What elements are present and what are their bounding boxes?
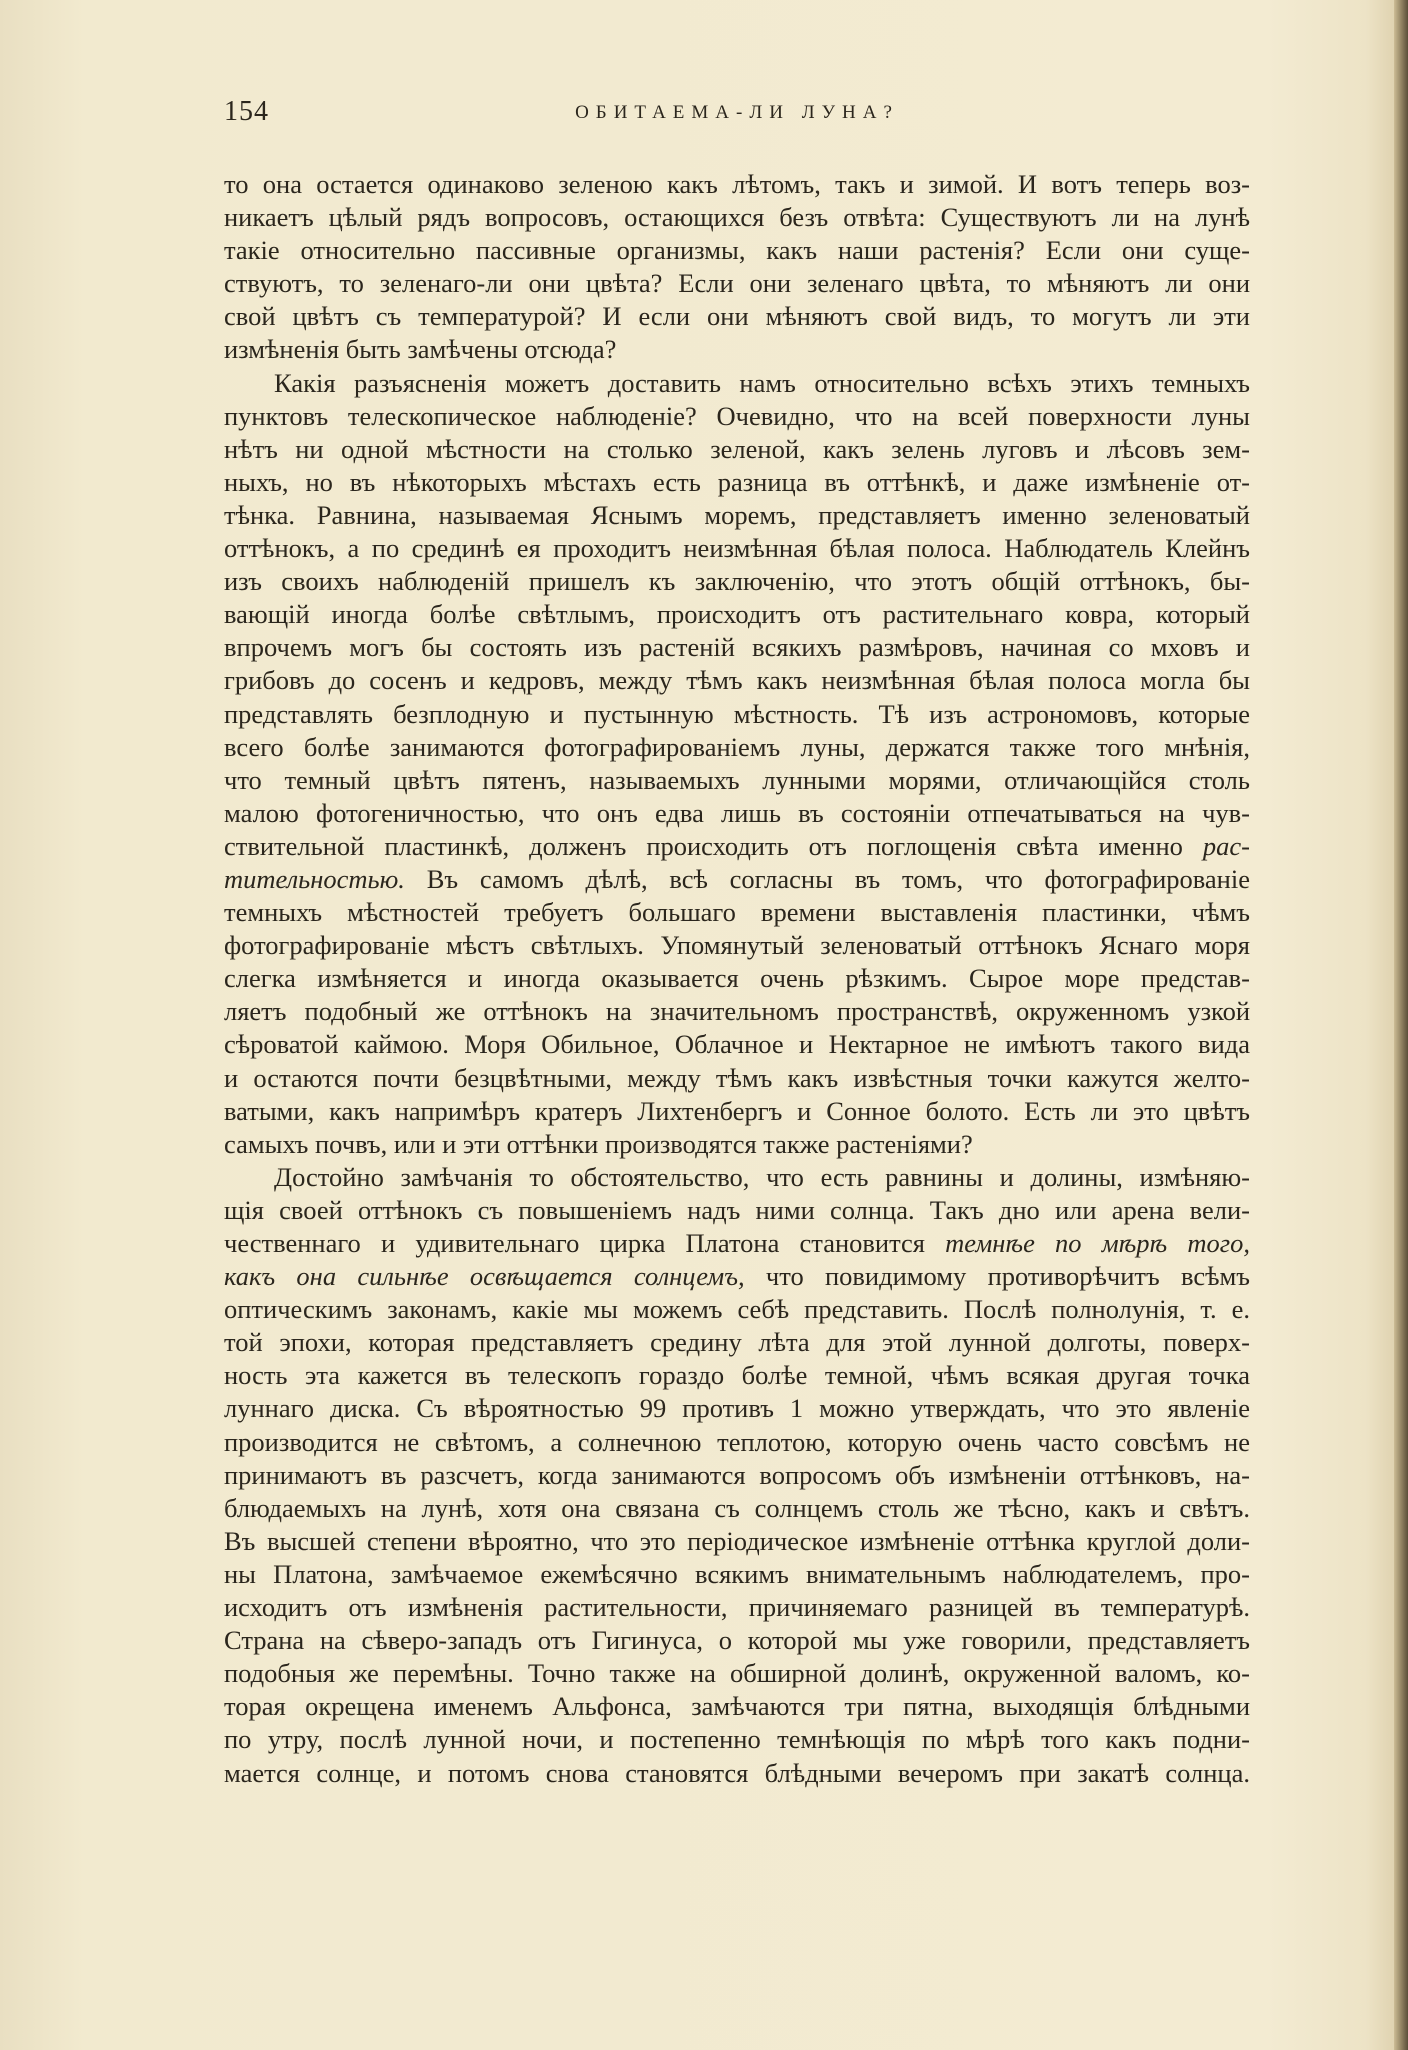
- text-line: [224, 995, 1250, 1028]
- line-text: щія своей оттѣнокъ съ повышеніемъ надъ ними солнца. Такъ дно или арена вели-: [224, 1194, 1250, 1225]
- text-line: [224, 797, 1250, 830]
- text-line: [224, 1227, 1250, 1260]
- text-line: [224, 400, 1250, 433]
- text-line: [224, 598, 1250, 631]
- line-text: Какія разъясненія можетъ доставить намъ относительно всѣхъ этихъ темныхъ: [274, 367, 1250, 398]
- running-title: ОБИТАЕМА-ЛИ ЛУНА?: [575, 102, 899, 123]
- text-line: [224, 300, 1250, 333]
- line-text: Достойно замѣчанія то обстоятельство, что есть равнины и долины, измѣняю-: [274, 1161, 1250, 1192]
- text-line: [224, 863, 1250, 896]
- line-text: самыхъ почвъ, или и эти оттѣнки производятся также растеніями?: [224, 1128, 973, 1159]
- text-line: [224, 367, 1250, 400]
- line-text: что повидимому противорѣчитъ всѣмъ: [744, 1261, 1250, 1292]
- line-text: принимаютъ въ разсчетъ, когда занимаются вопросомъ объ измѣненіи оттѣнковъ, на-: [224, 1459, 1250, 1490]
- text-line: [224, 1095, 1250, 1128]
- text-line: [224, 1525, 1250, 1558]
- line-text: измѣненія быть замѣчены отсюда?: [224, 334, 617, 365]
- line-text: представлять безплодную и пустынную мѣстность. Тѣ изъ астрономовъ, которые: [224, 698, 1250, 729]
- line-text: тѣнка. Равнина, называемая Яснымъ моремъ, представляетъ именно зеленоватый: [224, 499, 1250, 530]
- text-line: [224, 1624, 1250, 1657]
- line-text: торая окрещена именемъ Альфонса, замѣчаются три пятна, выходящія блѣдными: [224, 1691, 1250, 1722]
- line-text: Страна на сѣверо-западъ отъ Гигинуса, о которой мы уже говорили, представляетъ: [224, 1625, 1250, 1656]
- line-text: подобныя же перемѣны. Точно также на обширной долинѣ, окруженной валомъ, ко-: [224, 1658, 1250, 1689]
- page-edge: [1394, 0, 1408, 2050]
- line-text: ность эта кажется въ телескопъ гораздо болѣе темной, чѣмъ всякая другая точка: [224, 1360, 1250, 1391]
- text-line: [224, 1392, 1250, 1425]
- line-text: ствительной пластинкѣ, долженъ происходить отъ поглощенія свѣта именно: [224, 830, 1203, 861]
- text-line: [224, 764, 1250, 797]
- text-line: [224, 896, 1250, 929]
- line-text: той эпохи, которая представляетъ средину лѣта для этой лунной долготы, поверх-: [224, 1327, 1250, 1358]
- text-line: [224, 1690, 1250, 1723]
- line-text: блюдаемыхъ на лунѣ, хотя она связана съ солнцемъ столь же тѣсно, какъ и свѣтъ.: [224, 1492, 1250, 1523]
- line-text: нѣтъ ни одной мѣстности на столько зеленой, какъ зелень луговъ и лѣсовъ зем-: [224, 433, 1250, 464]
- italic-text: рас-: [1202, 830, 1250, 861]
- line-text: то она остается одинаково зеленою какъ лѣтомъ, такъ и зимой. И вотъ теперь воз-: [224, 169, 1250, 199]
- text-line: [224, 1062, 1250, 1095]
- line-text: производится не свѣтомъ, а солнечною теплотою, которую очень часто совсѣмъ не: [224, 1426, 1250, 1457]
- line-text: малою фотогеничностью, что онъ едва лишь въ состояніи отпечатываться на чув-: [224, 797, 1250, 828]
- line-text: фотографированіе мѣстъ свѣтлыхъ. Упомянутый зеленоватый оттѣнокъ Яснаго моря: [224, 930, 1250, 961]
- text-line: [224, 234, 1250, 267]
- text-line: [224, 1591, 1250, 1624]
- line-text: что темный цвѣтъ пятенъ, называемыхъ лунными морями, отличающійся столь: [224, 764, 1250, 795]
- text-line: [224, 1028, 1250, 1061]
- line-text: никаетъ цѣлый рядъ вопросовъ, остающихся безъ отвѣта: Существуютъ ли на лунѣ: [224, 202, 1250, 233]
- text-line: [224, 1359, 1250, 1392]
- line-text: сѣроватой каймою. Моря Обильное, Облачное и Нектарное не имѣютъ такого вида: [224, 1029, 1250, 1060]
- text-line: [224, 499, 1250, 532]
- text-line: [224, 1757, 1250, 1790]
- line-text: исходитъ отъ измѣненія растительности, причиняемаго разницей въ температурѣ.: [224, 1592, 1250, 1623]
- line-text: ствуютъ, то зеленаго-ли они цвѣта? Если они зеленаго цвѣта, то мѣняютъ ли они: [224, 268, 1250, 299]
- line-text: впрочемъ могъ бы состоять изъ растеній всякихъ размѣровъ, начиная со мховъ и: [224, 632, 1250, 663]
- text-line: [224, 631, 1250, 664]
- line-text: по утру, послѣ лунной ночи, и постепенно темнѣющія по мѣрѣ того какъ подни-: [224, 1724, 1250, 1755]
- text-line: [224, 466, 1250, 499]
- italic-text: тительностью.: [224, 863, 405, 894]
- line-text: луннаго диска. Съ вѣроятностью 99 противъ 1 можно утверждать, что это явленіе: [224, 1393, 1250, 1424]
- text-line: [224, 1723, 1250, 1756]
- line-text: ляетъ подобный же оттѣнокъ на значительномъ пространствѣ, окруженномъ узкой: [224, 996, 1250, 1027]
- text-line: [224, 830, 1250, 863]
- text-line: [224, 1492, 1250, 1525]
- line-text: темныхъ мѣстностей требуетъ большаго времени выставленія пластинки, чѣмъ: [224, 897, 1250, 928]
- text-line: [224, 698, 1250, 731]
- text-line: [224, 532, 1250, 565]
- italic-text: какъ она сильнѣе освѣщается солнцемъ,: [224, 1261, 745, 1292]
- text-line: [224, 1260, 1250, 1293]
- text-line: [224, 267, 1250, 300]
- line-text: ны Платона, замѣчаемое ежемѣсячно всякимъ внимательнымъ наблюдателемъ, про-: [224, 1558, 1250, 1589]
- text-line: [224, 1459, 1250, 1492]
- line-text: грибовъ до сосенъ и кедровъ, между тѣмъ какъ неизмѣнная бѣлая полоса могла бы: [224, 665, 1250, 696]
- text-line: [224, 664, 1250, 697]
- line-text: такіе относительно пассивные организмы, какъ наши растенія? Если они суще-: [224, 235, 1250, 266]
- line-text: пунктовъ телескопическое наблюденіе? Очевидно, что на всей поверхности луны: [224, 400, 1250, 431]
- line-text: вающій иногда болѣе свѣтлымъ, происходитъ отъ растительнаго ковра, который: [224, 599, 1250, 630]
- line-text: Въ высшей степени вѣроятно, что это періодическое измѣненіе оттѣнка круглой доли-: [224, 1525, 1250, 1556]
- line-text: ватыми, какъ напримѣръ кратеръ Лихтенбергъ и Сонное болото. Есть ли это цвѣтъ: [224, 1095, 1250, 1126]
- text-line: [224, 1558, 1250, 1591]
- line-text: ныхъ, но въ нѣкоторыхъ мѣстахъ есть разница въ оттѣнкѣ, и даже измѣненіе от-: [224, 466, 1250, 497]
- italic-text: темнѣе по мѣрѣ того,: [945, 1228, 1250, 1258]
- line-text: свой цвѣтъ съ температурой? И если они мѣняютъ свой видъ, то могутъ ли эти: [224, 301, 1250, 332]
- line-text: оттѣнокъ, а по срединѣ ея проходитъ неизмѣнная бѣлая полоса. Наблюдатель Клейнъ: [224, 533, 1250, 564]
- line-text: слегка измѣняется и иногда оказывается очень рѣзкимъ. Сырое море представ-: [224, 963, 1250, 994]
- text-line: [224, 962, 1250, 995]
- page-header: [224, 96, 1250, 136]
- text-line: [224, 1194, 1250, 1227]
- text-line: [224, 731, 1250, 764]
- text-line: [224, 1293, 1250, 1326]
- body-text: [224, 168, 1250, 1790]
- page-number: 154: [224, 96, 269, 127]
- line-text: всего болѣе занимаются фотографированіемъ луны, держатся также того мнѣнія,: [224, 731, 1250, 762]
- text-line: [224, 1326, 1250, 1359]
- line-text: Въ самомъ дѣлѣ, всѣ согласны въ томъ, что фотографированіе: [404, 863, 1250, 894]
- text-line: [224, 168, 1250, 201]
- text-line: [224, 1128, 1250, 1161]
- text-line: [224, 333, 1250, 366]
- text-line: [224, 1657, 1250, 1690]
- line-text: изъ своихъ наблюденій пришелъ къ заключенію, что этотъ общій оттѣнокъ, бы-: [224, 566, 1250, 597]
- text-line: [224, 1426, 1250, 1459]
- text-line: [224, 565, 1250, 598]
- text-line: [224, 929, 1250, 962]
- line-text: мается солнце, и потомъ снова становятся блѣдными вечеромъ при закатѣ солнца.: [224, 1757, 1250, 1788]
- line-text: оптическимъ законамъ, какіе мы можемъ себѣ представить. Послѣ полнолунія, т. е.: [224, 1294, 1250, 1325]
- text-line: [224, 433, 1250, 466]
- line-text: чественнаго и удивительнаго цирка Платона становится: [224, 1228, 946, 1258]
- line-text: и остаются почти безцвѣтными, между тѣмъ какъ извѣстныя точки кажутся желто-: [224, 1062, 1250, 1093]
- text-line: [224, 201, 1250, 234]
- text-line: [224, 1161, 1250, 1194]
